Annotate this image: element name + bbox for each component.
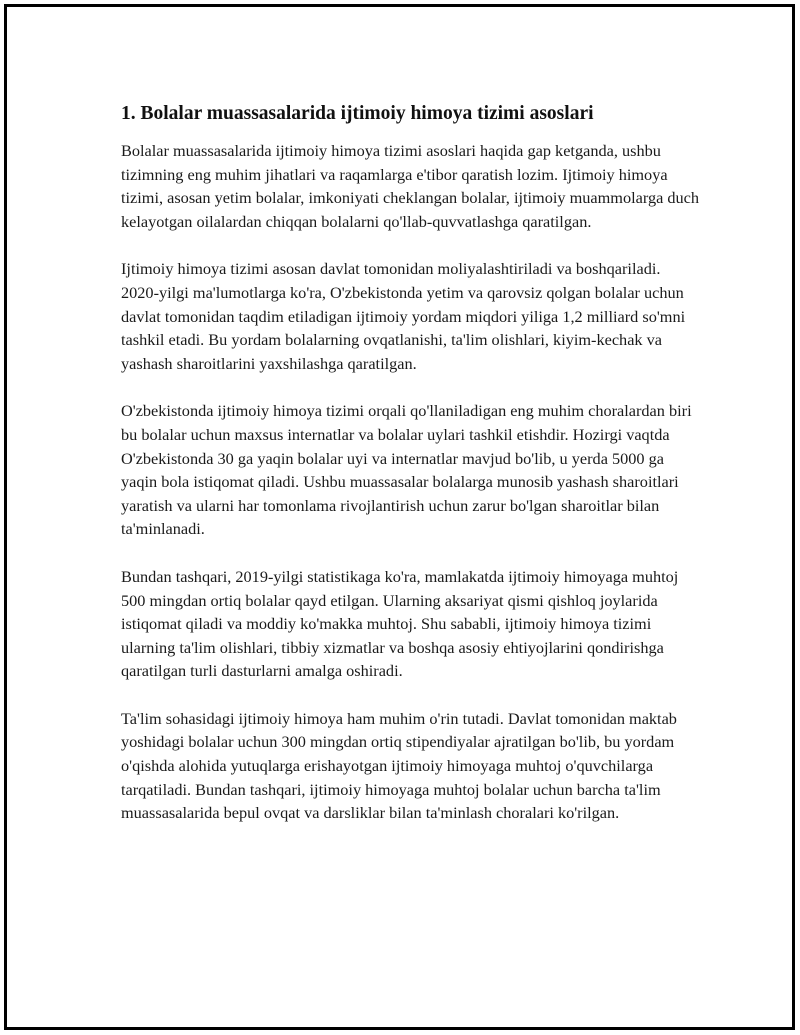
document-body (121, 101, 701, 849)
page-frame (4, 4, 795, 1030)
paragraph-1: Bolalar muassasalarida ijtimoiy himoya tizimi asoslari haqida gap ketganda, ushbu tizimning eng muhim jihatlari va raqamlarga e'tibor qaratish lozim. Ijtimoiy himoya tizimi, asosan yetim bolalar, imkoniyati cheklangan bolalar, ijtimoiy muammolarga duch kelayotgan oilalardan chiqqan bolalarni qo'llab-quvvatlashga qaratilgan. (121, 141, 700, 231)
section-heading: 1. Bolalar muassasalarida ijtimoiy himoya tizimi asoslari (121, 103, 594, 124)
paragraph-2: Ijtimoiy himoya tizimi asosan davlat tomonidan moliyalashtiriladi va boshqariladi. 2020-yilgi ma'lumotlarga ko'ra, O'zbekistonda yetim va qarovsiz qolgan bolalar uchun davlat tomonidan taqdim etiladigan ijtimoiy yordam miqdori yiliga 1,2 milliard so'mni tashkil etadi. Bu yordam bolalarning ovqatlanishi, ta'lim olishlari, kiyim-kechak va yashash sharoitlarini yaxshilashga qaratilgan. (121, 259, 686, 373)
paragraph-4: Bundan tashqari, 2019-yilgi statistikaga ko'ra, mamlakatda ijtimoiy himoyaga muhtoj 500 mingdan ortiq bolalar qayd etilgan. Ularning aksariyat qismi qishloq joylarida istiqomat qiladi va moddiy ko'makka muhtoj. Shu sababli, ijtimoiy himoya tizimi ularning ta'lim olishlari, tibbiy xizmatlar va boshqa asosiy ehtiyojlarini qondirishga qaratilgan turli dasturlarni amalga oshiradi. (121, 566, 679, 681)
paragraph-5: Ta'lim sohasidagi ijtimoiy himoya ham muhim o'rin tutadi. Davlat tomonidan maktab yoshidagi bolalar uchun 300 mingdan ortiq stipendiyalar ajratilgan bo'lib, bu yordam o'qishda alohida yutuqlarga erishayotgan ijtimoiy himoyaga muhtoj o'quvchilarga tarqatiladi. Bundan tashqari, ijtimoiy himoyaga muhtoj bolalar uchun barcha ta'lim muassasalarida bepul ovqat va darsliklar bilan ta'minlash choralari ko'rilgan. (121, 708, 677, 823)
paragraph-3: O'zbekistonda ijtimoiy himoya tizimi orqali qo'llaniladigan eng muhim choralardan biri bu bolalar uchun maxsus internatlar va bolalar uylari tashkil etishdir. Hozirgi vaqtda O'zbekistonda 30 ga yaqin bolalar uyi va internatlar mavjud bo'lib, u yerda 5000 ga yaqin bola istiqomat qiladi. Ushbu muassasalar bolalarga munosib yashash sharoitlari yaratish va ularni har tomonlama rivojlantirish uchun zarur bo'lgan sharoitlar bilan ta'minlanadi. (121, 401, 692, 539)
